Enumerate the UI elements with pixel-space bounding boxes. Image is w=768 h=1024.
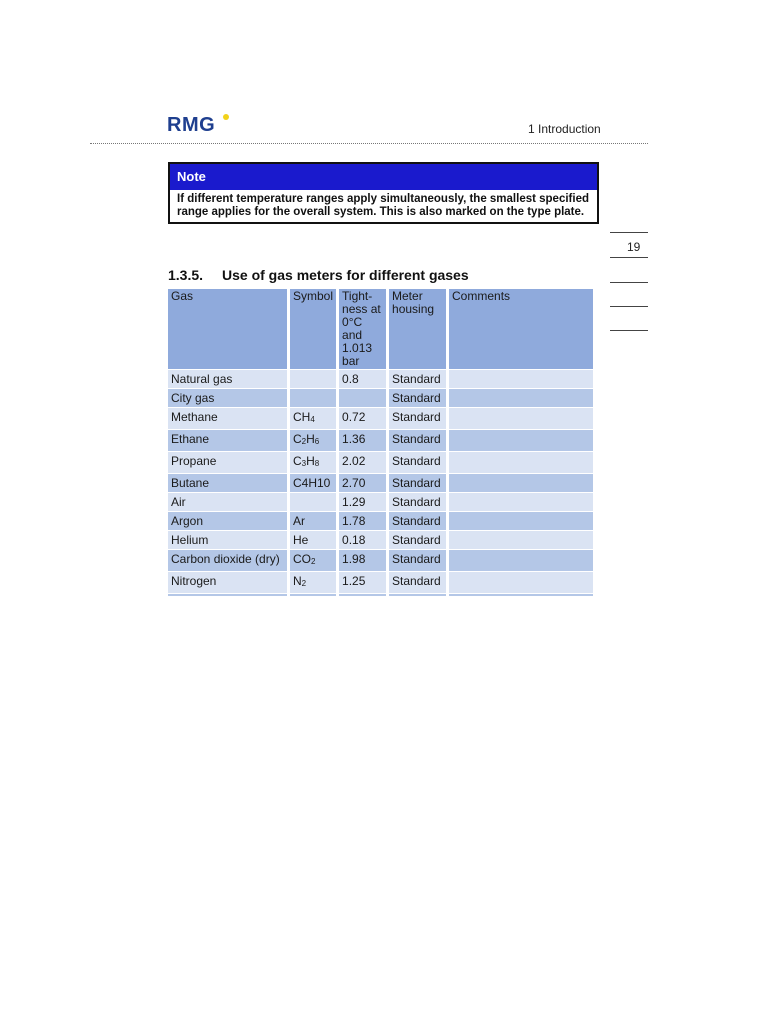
cell-housing: Standard [389, 452, 446, 473]
header-symbol: Symbol [290, 289, 336, 369]
section-number: 1.3.5. [168, 267, 204, 283]
header-tightness-line: 0°C and [342, 315, 363, 342]
cell-comments [449, 370, 593, 388]
margin-rule [610, 330, 648, 331]
cell-gas: City gas [168, 389, 287, 407]
chemical-symbol: Ar [293, 514, 305, 528]
cell-gas: Natural gas [168, 370, 287, 388]
cell-gas: Butane [168, 474, 287, 492]
table-row [168, 531, 593, 549]
cell-cutoff [389, 594, 446, 596]
cell-symbol [290, 389, 336, 407]
header-tightness [339, 289, 386, 369]
table-row [168, 370, 593, 388]
margin-rule [610, 232, 648, 233]
cell-comments [449, 531, 593, 549]
table-row [168, 389, 593, 407]
note-title: Note [170, 164, 597, 190]
table-row [168, 408, 593, 429]
cell-tightness: 2.70 [339, 474, 386, 492]
table-row [168, 430, 593, 451]
cell-cutoff [339, 594, 386, 596]
cell-symbol [290, 512, 336, 530]
chemical-symbol: $CH_4$ [293, 410, 315, 424]
header-comments: Comments [449, 289, 593, 369]
cell-gas: Ethane [168, 430, 287, 451]
margin-rule [610, 257, 648, 258]
cell-cutoff [168, 594, 287, 596]
header-tightness-line: ness at [342, 302, 381, 316]
cell-tightness: 1.36 [339, 430, 386, 451]
cell-tightness: 1.78 [339, 512, 386, 530]
cell-comments [449, 474, 593, 492]
header-divider [90, 143, 648, 144]
cell-symbol [290, 408, 336, 429]
cell-tightness: 2.02 [339, 452, 386, 473]
cell-comments [449, 408, 593, 429]
chemical-symbol: $CO_2$ [293, 552, 316, 566]
cell-comments [449, 572, 593, 593]
rmg-logo: RMG [167, 114, 216, 136]
chemical-symbol: $C_2H_6$ [293, 432, 320, 446]
cell-symbol [290, 430, 336, 451]
cell-tightness: 1.29 [339, 493, 386, 511]
cell-gas: Air [168, 493, 287, 511]
cell-tightness: 1.25 [339, 572, 386, 593]
cell-symbol [290, 572, 336, 593]
page-number: 19 [627, 240, 641, 254]
cell-symbol [290, 550, 336, 571]
cell-comments [449, 452, 593, 473]
cell-tightness: 1.98 [339, 550, 386, 571]
cell-tightness: 0.18 [339, 531, 386, 549]
section-heading [168, 267, 469, 283]
cell-housing: Standard [389, 430, 446, 451]
table-header-row [168, 289, 593, 369]
cell-housing: Standard [389, 493, 446, 511]
table-row [168, 452, 593, 473]
cell-tightness [339, 389, 386, 407]
cell-comments [449, 493, 593, 511]
margin-rule [610, 282, 648, 283]
cell-housing: Standard [389, 370, 446, 388]
table-row [168, 512, 593, 530]
cell-cutoff [449, 594, 593, 596]
cell-comments [449, 389, 593, 407]
cell-housing: Standard [389, 389, 446, 407]
cell-tightness: 0.72 [339, 408, 386, 429]
logo-dot-icon [223, 114, 229, 120]
chemical-symbol: C4H10 [293, 476, 331, 490]
cell-comments [449, 430, 593, 451]
gas-table [165, 288, 596, 597]
section-title: Use of gas meters for different gases [222, 267, 469, 283]
header-housing-line: Meter [392, 289, 423, 303]
cell-symbol [290, 452, 336, 473]
cell-gas: Nitrogen [168, 572, 287, 593]
cell-housing: Standard [389, 572, 446, 593]
cell-housing: Standard [389, 550, 446, 571]
table-row [168, 550, 593, 571]
chapter-title: 1 Introduction [528, 122, 601, 136]
header-housing [389, 289, 446, 369]
header-gas: Gas [168, 289, 287, 369]
header-tightness-line: Tight- [342, 289, 373, 303]
table-row [168, 474, 593, 492]
header-housing-line: housing [392, 302, 435, 316]
cell-gas: Propane [168, 452, 287, 473]
cell-symbol [290, 370, 336, 388]
cell-comments [449, 512, 593, 530]
cell-housing: Standard [389, 408, 446, 429]
table-row [168, 493, 593, 511]
cell-gas: Carbon dioxide (dry) [168, 550, 287, 571]
cell-housing: Standard [389, 531, 446, 549]
table-row [168, 572, 593, 593]
chemical-symbol: $C_3H_8$ [293, 454, 320, 468]
cell-gas: Argon [168, 512, 287, 530]
cell-symbol [290, 493, 336, 511]
cell-symbol [290, 531, 336, 549]
note-box [168, 162, 599, 224]
cell-gas: Helium [168, 531, 287, 549]
header-tightness-line: 1.013 bar [342, 341, 373, 368]
margin-rule [610, 306, 648, 307]
table-body [168, 370, 593, 596]
chemical-symbol: $N_2$ [293, 574, 307, 588]
note-text: If different temperature ranges apply simultaneously, the smallest specified range applies for the overall system. This is also marked on the type plate. [177, 193, 589, 218]
cell-cutoff [290, 594, 336, 596]
table-row-cutoff [168, 594, 593, 596]
cell-symbol [290, 474, 336, 492]
chemical-symbol: He [293, 533, 309, 547]
cell-comments [449, 550, 593, 571]
cell-tightness: 0.8 [339, 370, 386, 388]
cell-housing: Standard [389, 474, 446, 492]
cell-gas: Methane [168, 408, 287, 429]
cell-housing: Standard [389, 512, 446, 530]
